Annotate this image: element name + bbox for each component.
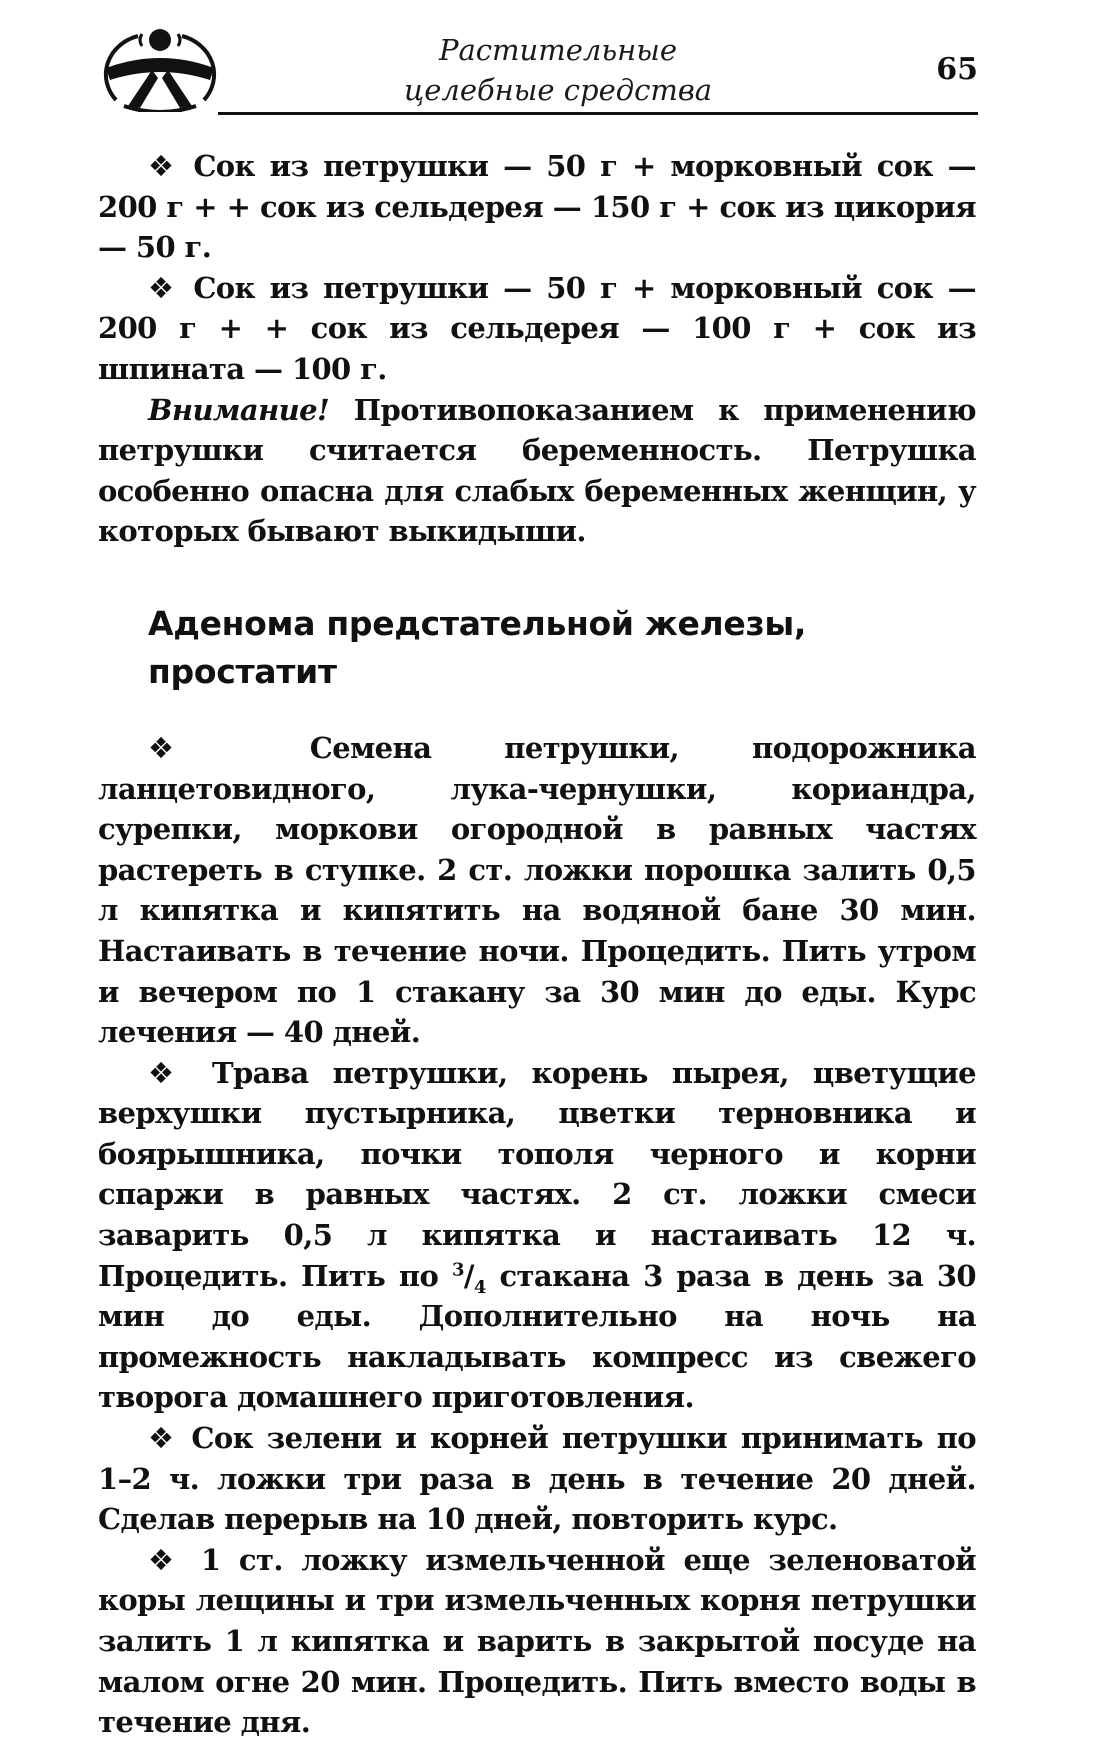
paragraph-text: стакана 3 раза в день за 30 мин до еды. Дополнительно на ночь на промежность накладывать компресс из свежего творога домашнего приготовления.	[98, 1258, 976, 1415]
recipe-paragraph	[98, 268, 976, 390]
recipe-paragraph	[98, 728, 976, 1053]
recipe-paragraph	[98, 146, 976, 268]
paragraph-text: Семена петрушки, подорожника ланцетовидного, лука-чернушки, кориандра, сурепки, моркови огородной в равных частях растереть в ступке. 2 ст. ложки порошка залить 0,5 л кипятка и кипятить на водяной бане 30 мин. Настаивать в течение ночи. Процедить. Пить утром и вечером по 1 стакану за 30 мин до еды. Курс лечения — 40 дней.	[98, 730, 976, 1050]
page-number: 65	[936, 52, 978, 87]
warning-paragraph	[98, 390, 976, 552]
paragraph-text: Сок зелени и корней петрушки принимать по 1–2 ч. ложки три раза в день в течение 20 дней. Сделав перерыв на 10 дней, повторить курс.	[98, 1421, 977, 1537]
page-body	[98, 146, 976, 1743]
page-header	[98, 26, 978, 116]
stylized-figure-logo	[98, 26, 222, 112]
bullet-icon: ❖	[148, 270, 179, 305]
running-title-line2: целебные средства	[403, 73, 713, 107]
paragraph-text: Сок из петрушки — 50 г + морковный сок — 200 г + + сок из сельдерея — 100 г + сок из шпината — 100 г.	[98, 270, 976, 386]
running-title	[358, 30, 758, 110]
recipe-paragraph	[98, 1540, 976, 1743]
paragraph-text: Трава петрушки, корень пырея, цветущие верхушки пустырника, цветки терновника и боярышника, почки тополя черного и корни спаржи в равных частях. 2 ст. ложки смеси заварить 0,5 л кипятка и настаивать 12 ч. Процедить. Пить по	[98, 1055, 976, 1293]
recipe-paragraph	[98, 1053, 976, 1418]
bullet-icon: ❖	[148, 149, 179, 183]
fraction-separator: /	[463, 1258, 474, 1293]
recipe-paragraph	[98, 1418, 976, 1540]
section-heading-line2: простатит	[148, 651, 337, 691]
fraction-denominator: 4	[473, 1276, 486, 1298]
paragraph-text: 1 ст. ложку измельченной еще зеленоватой коры лещины и три измельченных корня петрушки залить 1 л кипятка и варить в закрытой посуде на малом огне 20 мин. Процедить. Пить вместо воды в течение дня.	[98, 1542, 976, 1740]
running-title-line1: Растительные	[438, 33, 678, 67]
paragraph-text: Сок из петрушки — 50 г + морковный сок — 200 г + + сок из сельдерея — 150 г + сок из цикория — 50 г.	[98, 149, 976, 265]
fraction-numerator: 3	[451, 1259, 464, 1280]
bullet-icon: ❖	[148, 1055, 188, 1090]
section-heading-line1: Аденома предстательной железы,	[148, 603, 807, 643]
bullet-icon: ❖	[148, 730, 237, 765]
warning-label: Внимание!	[148, 392, 330, 427]
header-rule	[218, 112, 978, 115]
section-heading	[148, 600, 976, 696]
bullet-icon: ❖	[148, 1421, 178, 1456]
warning-text: Противопоказанием к применению петрушки считается беременность. Петрушка особенно опасна для слабых беременных женщин, у которых бывают выкидыши.	[98, 392, 976, 549]
bullet-icon: ❖	[148, 1542, 183, 1577]
